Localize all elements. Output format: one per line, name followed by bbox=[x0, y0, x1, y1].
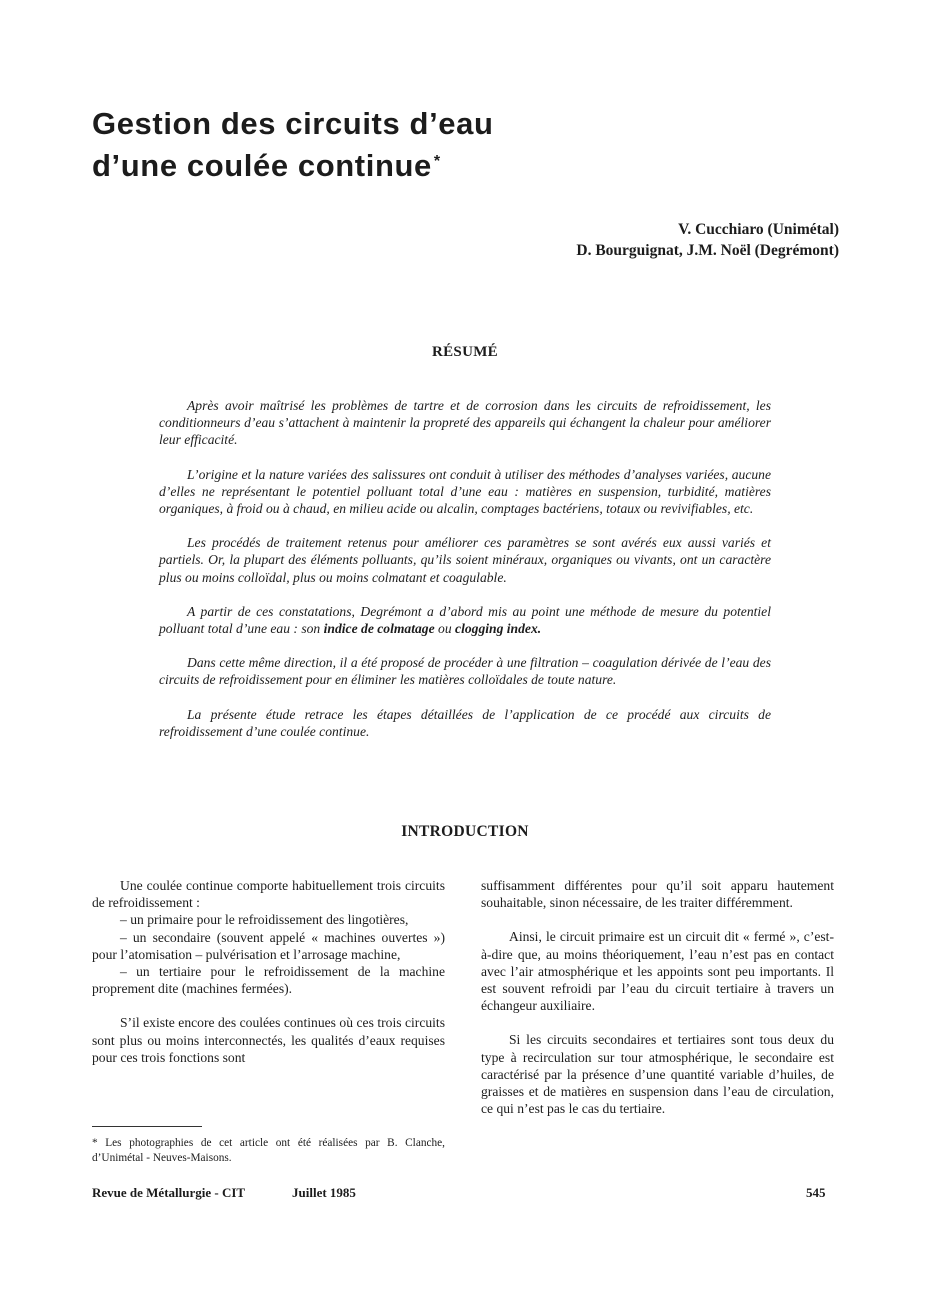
page-number: 545 bbox=[806, 1185, 826, 1200]
title-line-1: Gestion des circuits d’eau bbox=[92, 106, 494, 141]
circuit-item-tertiary: – un tertiaire pour le refroidissement de la machine proprement dite (machines fermées). bbox=[92, 964, 445, 997]
intro-right-column bbox=[481, 877, 834, 1134]
intro-paragraph-2: S’il existe encore des coulées continues où ces trois circuits sont plus ou moins interconnectés, les qualités d’eaux requises pour ces trois fonctions sont bbox=[92, 1015, 445, 1065]
footnote-divider bbox=[92, 1126, 202, 1127]
article-title bbox=[92, 105, 494, 185]
intro-right-paragraph-3: Si les circuits secondaires et tertiaires sont tous deux du type à recirculation sur tour atmosphérique, le secondaire est caractérisé par la présence d’une quantité variable d’huiles, de graisses et de matières en suspension dans l’eau de circulation, ce qui n’est pas le cas du tertiaire. bbox=[481, 1032, 834, 1117]
author-line-1: V. Cucchiaro (Unimétal) bbox=[678, 221, 839, 238]
author-line-2: D. Bourguignat, J.M. Noël (Degrémont) bbox=[576, 242, 839, 259]
authors-block bbox=[576, 219, 839, 261]
abstract-paragraph-5: Dans cette même direction, il a été proposé de procéder à une filtration – coagulation dérivée de l’eau des circuits de refroidissement pour en éliminer les matières colloïdales de toute nature. bbox=[159, 655, 771, 688]
introduction-heading: INTRODUCTION bbox=[401, 823, 529, 840]
abstract-p4-text: A partir de ces constatations, Degrémont a d’abord mis au point une méthode de mesure du potentiel polluant total d’une eau : son bbox=[159, 603, 771, 637]
abstract-paragraph-1: Après avoir maîtrisé les problèmes de tartre et de corrosion dans les circuits de refroidissement, les conditionneurs d’eau s’attachent à maintenir la propreté des appareils qui échangent la chaleur pour améliorer leur efficacité. bbox=[159, 398, 771, 448]
abstract-p4-mid: ou bbox=[438, 621, 452, 637]
title-footnote-marker: * bbox=[433, 153, 441, 170]
intro-paragraph-1: Une coulée continue comporte habituellement trois circuits de refroidissement : bbox=[92, 878, 445, 911]
abstract-paragraph-6: La présente étude retrace les étapes détaillées de l’application de ce procédé aux circuits de refroidissement d’une coulée continue. bbox=[159, 706, 771, 739]
intro-right-paragraph-1: suffisamment différentes pour qu’il soit apparu hautement souhaitable, sinon nécessaire, de les traiter différemment. bbox=[481, 878, 834, 911]
abstract-paragraph-4 bbox=[159, 603, 771, 637]
abstract-paragraph-3: Les procédés de traitement retenus pour améliorer ces paramètres se sont avérés eux aussi variés et partiels. Or, la plupart des éléments polluants, qu’ils soient minéraux, organiques ou vivants, ont un caractère plus ou moins colloïdal, plus ou moins colmatant et coagulable. bbox=[159, 535, 771, 585]
circuit-item-secondary: – un secondaire (souvent appelé « machines ouvertes ») pour l’atomisation – pulvérisation et l’arrosage machine, bbox=[92, 929, 445, 962]
abstract bbox=[159, 397, 771, 757]
abstract-term-colmatage: indice de colmatage bbox=[323, 621, 435, 637]
abstract-term-clogging: clogging index. bbox=[455, 621, 542, 637]
title-line-2 bbox=[92, 143, 494, 185]
title-line-2-text: d’une coulée continue bbox=[92, 148, 432, 183]
footer-date: Juillet 1985 bbox=[292, 1185, 356, 1200]
intro-right-paragraph-2: Ainsi, le circuit primaire est un circuit dit « fermé », c’est-à-dire que, au moins théoriquement, l’eau n’est pas en contact avec l’air atmosphérique et les appoints sont peu importants. Il est souvent refroidi par l’eau du circuit tertiaire à travers un échangeur auxiliaire. bbox=[481, 929, 834, 1014]
circuit-item-primary: – un primaire pour le refroidissement des lingotières, bbox=[120, 912, 409, 928]
footer-journal: Revue de Métallurgie - CIT bbox=[92, 1185, 246, 1200]
intro-left-column bbox=[92, 877, 445, 1083]
abstract-paragraph-2: L’origine et la nature variées des salissures ont conduit à utiliser des méthodes d’analyses variées, aucune d’elles ne représentant le potentiel polluant total d’une eau : matières en suspension, turbidité, matières organiques, à froid ou à chaud, en milieu acide ou alcalin, comptages bactériens, totaux ou revivifiables, etc. bbox=[159, 466, 771, 517]
footnote: * Les photographies de cet article ont été réalisées par B. Clanche, d’Unimétal - Neuves-Maisons. bbox=[92, 1137, 445, 1164]
resume-heading: RÉSUMÉ bbox=[432, 344, 498, 360]
